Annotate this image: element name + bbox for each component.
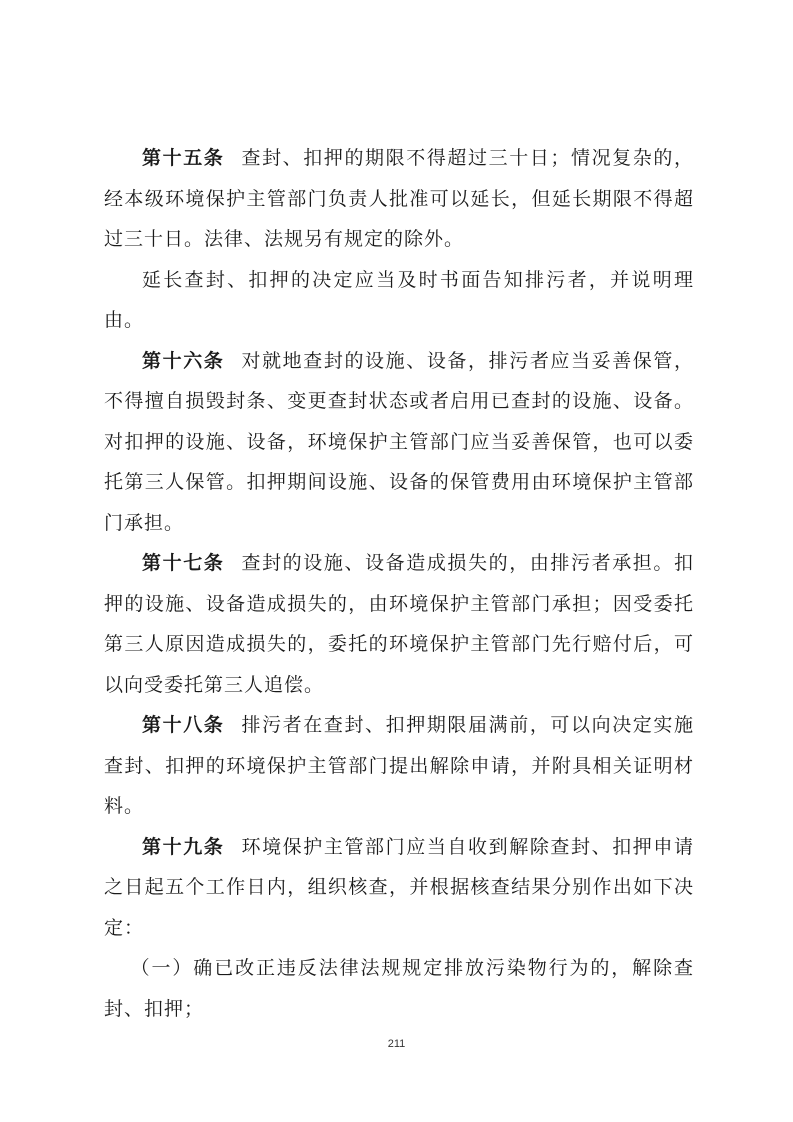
paragraph-text: 查封的设施、设备造成损失的，由排污者承担。扣押的设施、设备造成损失的，由环境保护主管部门承担；因受委托第三人原因造成损失的，委托的环境保护主管部门先行赔付后，可以向受委托第三人追偿。 [104,552,694,696]
paragraph-extension-notice [104,260,694,341]
paragraph-article-19 [104,827,694,949]
paragraph-item-1 [104,948,694,1029]
document-body [104,138,694,1029]
paragraph-text: （一）确已改正违反法律法规规定排放污染物行为的，解除查封、扣押； [104,957,694,1020]
article-number: 第十八条 [142,714,225,736]
paragraph-article-15 [104,138,694,260]
article-number: 第十五条 [142,147,225,169]
paragraph-text: 环境保护主管部门应当自收到解除查封、扣押申请之日起五个工作日内，组织核查，并根据核查结果分别作出如下决定： [104,835,694,939]
paragraph-text: 查封、扣押的期限不得超过三十日；情况复杂的，经本级环境保护主管部门负责人批准可以延长，但延长期限不得超过三十日。法律、法规另有规定的除外。 [104,147,694,250]
paragraph-article-18 [104,705,694,827]
paragraph-article-17 [104,543,694,705]
paragraph-text: 对就地查封的设施、设备，排污者应当妥善保管，不得擅自损毁封条、变更查封状态或者启用已查封的设施、设备。对扣押的设施、设备，环境保护主管部门应当妥善保管，也可以委托第三人保管。扣押期间设施、设备的保管费用由环境保护主管部门承担。 [104,349,694,534]
paragraph-text: 延长查封、扣押的决定应当及时书面告知排污者，并说明理由。 [104,268,694,331]
article-number: 第十六条 [142,349,225,372]
page-number: 211 [387,1038,406,1050]
article-number: 第十七条 [142,552,225,574]
paragraph-article-16 [104,341,694,544]
article-number: 第十九条 [142,835,225,858]
paragraph-text: 排污者在查封、扣押期限届满前，可以向决定实施查封、扣押的环境保护主管部门提出解除申请，并附具相关证明材料。 [104,714,694,817]
